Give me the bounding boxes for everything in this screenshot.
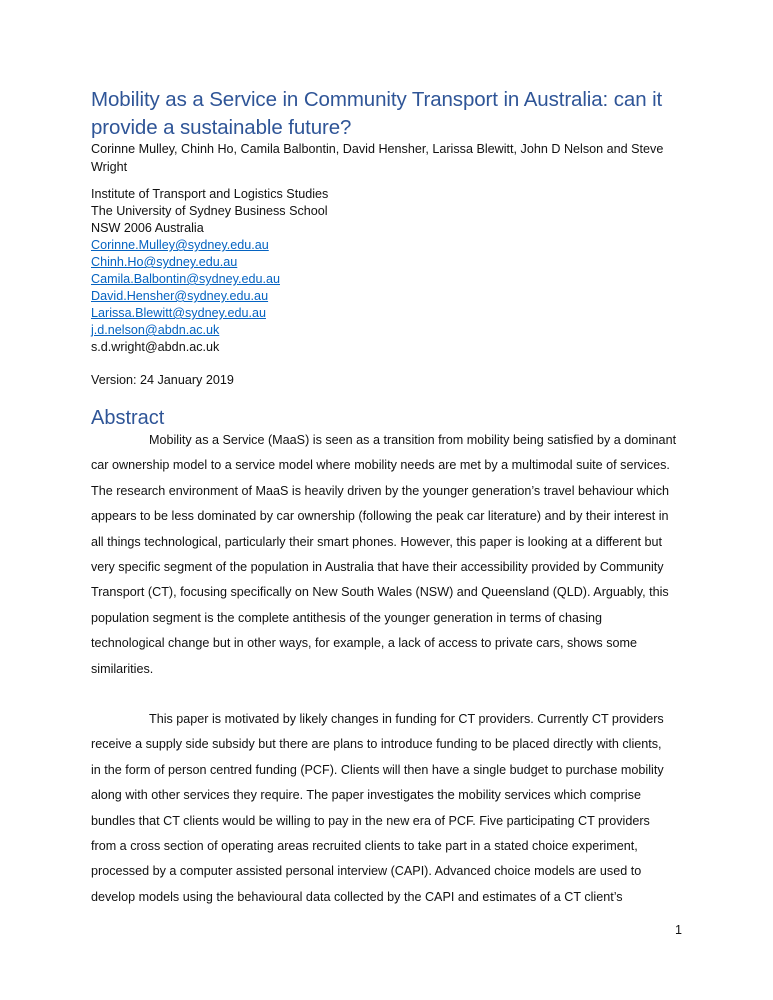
text-line: car ownership model to a service model where mobility needs are met by a multimodal suite of services. — [91, 458, 670, 473]
text-line: bundles that CT clients would be willing to pay in the new era of PCF. Five participating CT providers — [91, 813, 650, 828]
text-line: population segment is the complete antithesis of the younger generation in terms of chasing — [91, 610, 603, 625]
page-number: 1 — [675, 923, 683, 937]
text-line: very specific segment of the population in Australia that have their accessibility provided by Community — [91, 559, 664, 574]
text-line: from a cross section of operating areas recruited clients to take part in a stated choice experiment, — [91, 838, 638, 853]
abstract-paragraph-2 — [91, 707, 683, 910]
affiliation-block — [91, 186, 328, 356]
email-link-balbontin[interactable]: Camila.Balbontin@sydney.edu.au — [91, 272, 280, 286]
text-line: Mobility as a Service (MaaS) is seen as a transition from mobility being satisfied by a dominant — [149, 433, 677, 447]
email-link-hensher[interactable]: David.Hensher@sydney.edu.au — [91, 289, 269, 303]
email-link-nelson[interactable]: j.d.nelson@abdn.ac.uk — [91, 323, 220, 337]
location: NSW 2006 Australia — [91, 221, 204, 235]
text-line: in the form of person centred funding (PCF). Clients will then have a single budget to purchase mobility — [91, 762, 664, 777]
text-line: receive a supply side subsidy but there are plans to introduce funding to be placed directly with clients, — [91, 737, 662, 752]
email-link-ho[interactable]: Chinh.Ho@sydney.edu.au — [91, 255, 238, 269]
email-link-mulley[interactable]: Corinne.Mulley@sydney.edu.au — [91, 238, 269, 252]
abstract-paragraph-1 — [91, 428, 683, 682]
paper-title: Mobility as a Service in Community Transport in Australia: can it provide a sustainable future? — [91, 88, 663, 139]
text-line: This paper is motivated by likely changes in funding for CT providers. Currently CT providers — [149, 712, 664, 726]
text-line: processed by a computer assisted personal interview (CAPI). Advanced choice models are used to — [91, 864, 642, 879]
text-line: The research environment of MaaS is heavily driven by the younger generation’s travel behaviour which — [91, 483, 669, 498]
abstract-heading: Abstract — [91, 407, 165, 429]
text-line: develop models using the behavioural data collected by the CAPI and estimates of a CT client’s — [91, 889, 623, 904]
email-text-wright: s.d.wright@abdn.ac.uk — [91, 340, 220, 354]
institute-name: Institute of Transport and Logistics Studies — [91, 187, 329, 201]
text-line: similarities. — [91, 661, 154, 676]
text-line: along with other services they require. The paper investigates the mobility services which comprise — [91, 788, 641, 803]
text-line: all things technological, particularly their smart phones. However, this paper is looking at a different but — [91, 534, 662, 549]
author-list: Corinne Mulley, Chinh Ho, Camila Balbontin, David Hensher, Larissa Blewitt, John D Nelson and Steve Wright — [91, 142, 664, 174]
email-link-blewitt[interactable]: Larissa.Blewitt@sydney.edu.au — [91, 306, 266, 320]
school-name: The University of Sydney Business School — [91, 204, 328, 218]
text-line: Transport (CT), focusing specifically on New South Wales (NSW) and Queensland (QLD). Arguably, this — [91, 585, 669, 600]
text-line: appears to be less dominated by car ownership (following the peak car literature) and by their interest in — [91, 509, 669, 524]
text-line: technological change but in other ways, for example, a lack of access to private cars, shows some — [91, 636, 638, 651]
version-line: Version: 24 January 2019 — [91, 373, 234, 387]
